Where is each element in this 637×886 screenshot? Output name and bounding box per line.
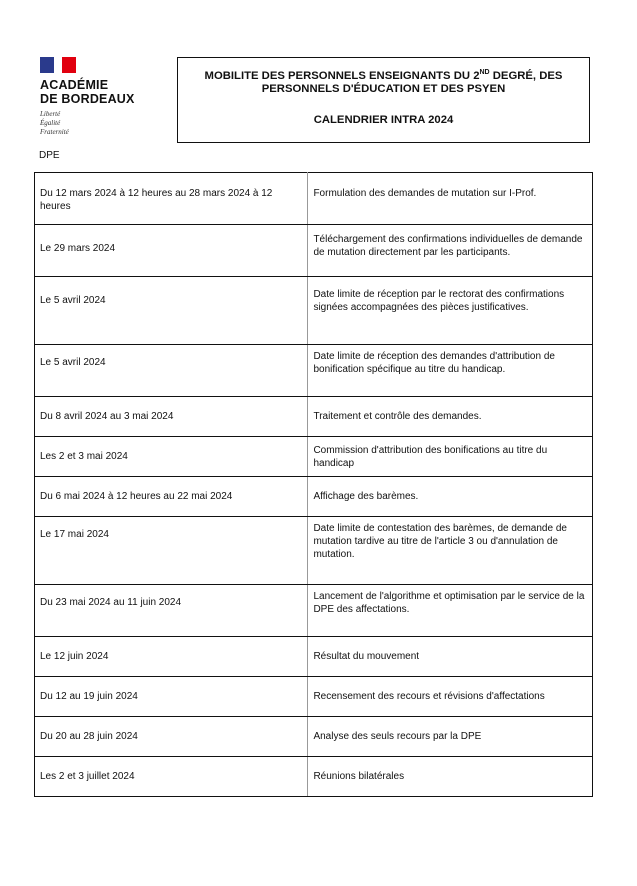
- description-cell: Lancement de l'algorithme et optimisation par le service de la DPE des affectations.: [308, 585, 593, 637]
- table-row: [35, 677, 593, 717]
- description-cell: Formulation des demandes de mutation sur I-Prof.: [308, 173, 593, 225]
- document-header: [177, 57, 590, 143]
- description-cell: Téléchargement des confirmations individuelles de demande de mutation directement par les participants.: [308, 225, 593, 277]
- department-label: DPE: [39, 150, 60, 161]
- table-row: [35, 477, 593, 517]
- table-row: [35, 277, 593, 345]
- table-row: [35, 637, 593, 677]
- description-cell: Résultat du mouvement: [308, 637, 593, 677]
- marianne-flag-icon: [40, 57, 76, 73]
- description-cell: Réunions bilatérales: [308, 757, 593, 797]
- table-row: [35, 517, 593, 585]
- date-cell: Le 5 avril 2024: [35, 277, 308, 345]
- date-cell: Du 8 avril 2024 au 3 mai 2024: [35, 397, 308, 437]
- table-row: [35, 397, 593, 437]
- republic-motto: Liberté Égalité Fraternité: [40, 110, 69, 136]
- date-cell: Les 2 et 3 mai 2024: [35, 437, 308, 477]
- document-subtitle: CALENDRIER INTRA 2024: [313, 113, 454, 126]
- table-row: [35, 717, 593, 757]
- description-cell: Affichage des barèmes.: [308, 477, 593, 517]
- date-cell: Le 5 avril 2024: [35, 345, 308, 397]
- date-cell: Du 12 mars 2024 à 12 heures au 28 mars 2024 à 12 heures: [35, 173, 308, 225]
- description-cell: Recensement des recours et révisions d'affectations: [308, 677, 593, 717]
- description-cell: Traitement et contrôle des demandes.: [308, 397, 593, 437]
- description-cell: Date limite de réception des demandes d'attribution de bonification spécifique au titre du handicap.: [308, 345, 593, 397]
- table-row: [35, 225, 593, 277]
- date-cell: Du 6 mai 2024 à 12 heures au 22 mai 2024: [35, 477, 308, 517]
- date-cell: Le 29 mars 2024: [35, 225, 308, 277]
- date-cell: Les 2 et 3 juillet 2024: [35, 757, 308, 797]
- academie-name: ACADÉMIE DE BORDEAUX: [40, 78, 135, 106]
- description-cell: Commission d'attribution des bonifications au titre du handicap: [308, 437, 593, 477]
- date-cell: Le 12 juin 2024: [35, 637, 308, 677]
- calendar-table: [34, 172, 593, 797]
- table-row: [35, 437, 593, 477]
- document-title: MOBILITE DES PERSONNELS ENSEIGNANTS DU 2ND DEGRÉ, DES PERSONNELS D'ÉDUCATION ET DES PSYEN: [204, 69, 563, 95]
- table-row: [35, 345, 593, 397]
- description-cell: Date limite de réception par le rectorat des confirmations signées accompagnées des pièces justificatives.: [308, 277, 593, 345]
- description-cell: Analyse des seuls recours par la DPE: [308, 717, 593, 757]
- table-row: [35, 173, 593, 225]
- table-row: [35, 585, 593, 637]
- academie-logo: [40, 57, 135, 137]
- table-row: [35, 757, 593, 797]
- date-cell: Du 12 au 19 juin 2024: [35, 677, 308, 717]
- date-cell: Le 17 mai 2024: [35, 517, 308, 585]
- date-cell: Du 23 mai 2024 au 11 juin 2024: [35, 585, 308, 637]
- date-cell: Du 20 au 28 juin 2024: [35, 717, 308, 757]
- description-cell: Date limite de contestation des barèmes, de demande de mutation tardive au titre de l'article 3 ou d'annulation de mutation.: [308, 517, 593, 585]
